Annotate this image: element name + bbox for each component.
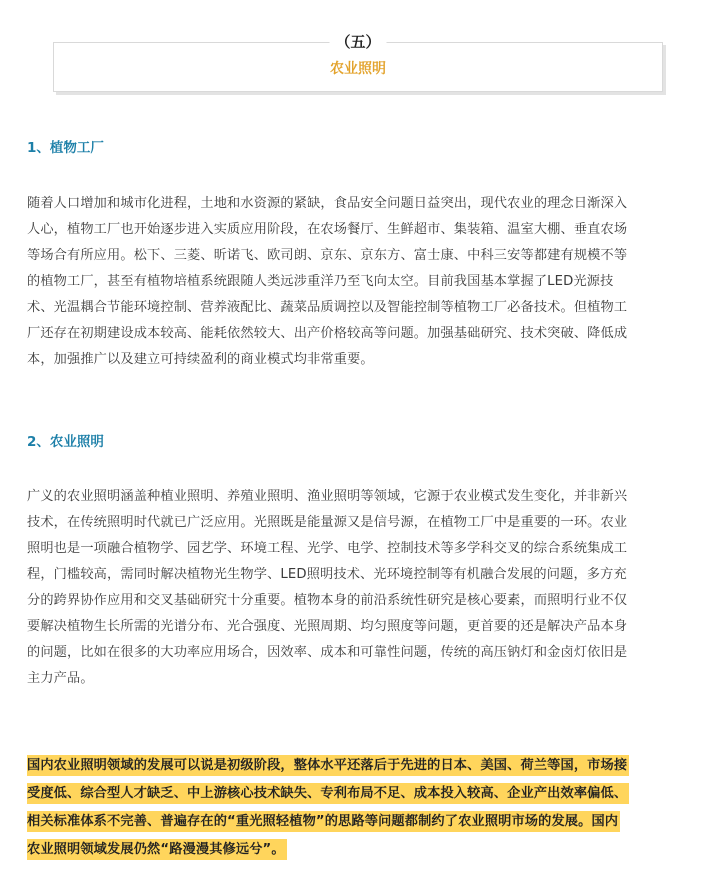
section-heading-agricultural-lighting: 2、农业照明 <box>27 434 104 450</box>
paragraph-line: 的植物工厂，甚至有植物培植系统跟随人类远涉重洋乃至飞向太空。目前我国基本掌握了LED光源技 <box>27 274 614 289</box>
section-heading-plant-factory: 1、植物工厂 <box>27 140 104 156</box>
paragraph-line: 广义的农业照明涵盖种植业照明、养殖业照明、渔业照明等领域，它源于农业模式发生变化，并非新兴 <box>27 489 628 504</box>
paragraph-line: 术、光温耦合节能环境控制、营养液配比、蔬菜品质调控以及智能控制等植物工厂必备技术。但植物工 <box>27 300 628 315</box>
highlighted-paragraph <box>27 753 692 865</box>
paragraph-line: 人心，植物工厂也开始逐步进入实质应用阶段，在农场餐厅、生鲜超市、集装箱、温室大棚、垂直农场 <box>27 222 628 237</box>
paragraph-plant-factory <box>27 191 687 373</box>
paragraph-line: 分的跨界协作应用和交叉基础研究十分重要。植物本身的前沿系统性研究是核心要素，而照明行业不仅 <box>27 593 628 608</box>
paragraph-line: 的问题，比如在很多的大功率应用场合，因效率、成本和可靠性问题，传统的高压钠灯和金卤灯依旧是 <box>27 645 628 660</box>
section-number: （五） <box>329 32 386 52</box>
paragraph-line: 随着人口增加和城市化进程，土地和水资源的紧缺，食品安全问题日益突出，现代农业的理念日渐深入 <box>27 196 628 211</box>
paragraph-line: 要解决植物生长所需的光谱分布、光合强度、光照周期、均匀照度等问题，更首要的还是解决产品本身 <box>27 619 628 634</box>
paragraph-line: 程，门槛较高，需同时解决植物光生物学、LED照明技术、光环境控制等有机融合发展的问题，多方充 <box>27 567 627 582</box>
paragraph-line: 等场合有所应用。松下、三菱、昕诺飞、欧司朗、京东、京东方、富士康、中科三安等都建有规模不等 <box>27 248 628 263</box>
highlighted-line: 农业照明领域发展仍然“路漫漫其修远兮”。 <box>27 839 287 860</box>
highlighted-line: 相关标准体系不完善、普遍存在的“重光照轻植物”的思路等问题都制约了农业照明市场的发展。国内 <box>27 811 620 832</box>
section-title: 农业照明 <box>330 61 386 77</box>
highlighted-line: 国内农业照明领域的发展可以说是初级阶段，整体水平还落后于先进的日本、美国、荷兰等国，市场接 <box>27 755 629 776</box>
paragraph-agricultural-lighting <box>27 484 687 692</box>
paragraph-line: 技术，在传统照明时代就已广泛应用。光照既是能量源又是信号源，在植物工厂中是重要的一环。农业 <box>27 515 628 530</box>
paragraph-line: 主力产品。 <box>27 671 94 686</box>
paragraph-line: 本，加强推广以及建立可持续盈利的商业模式均非常重要。 <box>27 352 374 367</box>
paragraph-line: 照明也是一项融合植物学、园艺学、环境工程、光学、电学、控制技术等多学科交叉的综合系统集成工 <box>27 541 628 556</box>
highlighted-line: 受度低、综合型人才缺乏、中上游核心技术缺失、专利布局不足、成本投入较高、企业产出效率偏低、 <box>27 783 629 804</box>
section-title-box <box>53 33 663 92</box>
paragraph-line: 厂还存在初期建设成本较高、能耗依然较大、出产价格较高等问题。加强基础研究、技术突破、降低成 <box>27 326 628 341</box>
